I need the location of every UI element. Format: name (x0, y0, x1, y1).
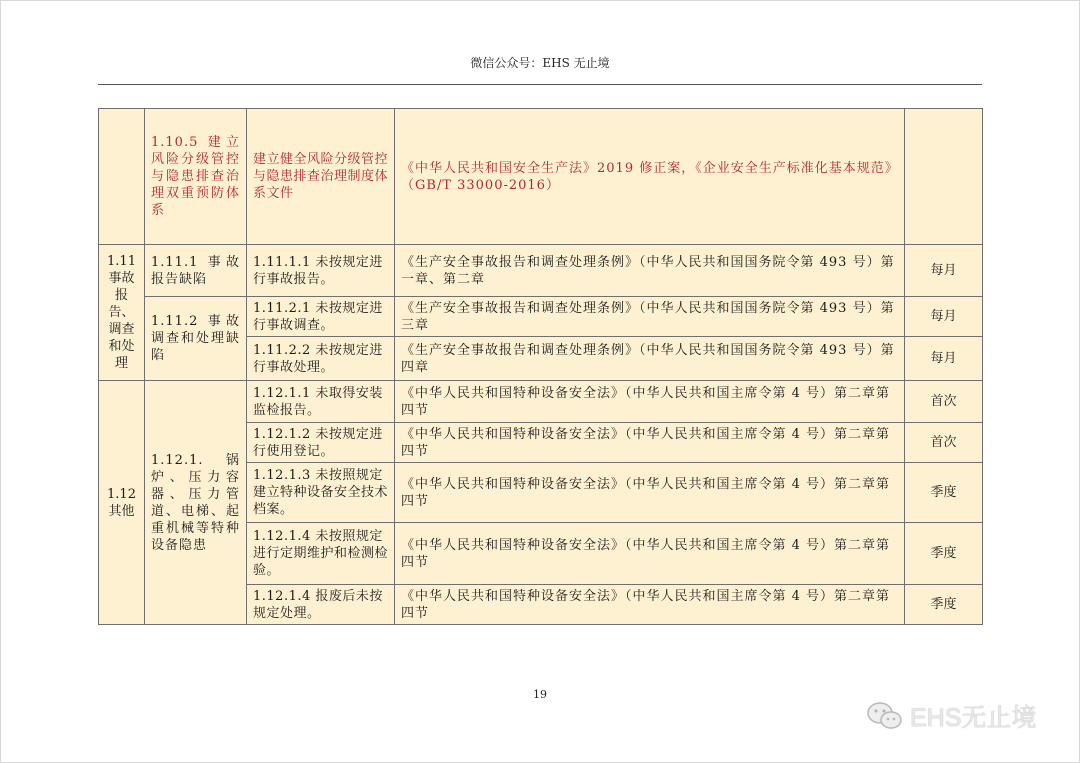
item-cell: 1.12.1.4 报废后未按规定处理。 (247, 585, 395, 625)
basis-cell: 《生产安全事故报告和调查处理条例》（中华人民共和国国务院令第 493 号）第三章 (395, 297, 905, 337)
basis-cell: 《生产安全事故报告和调查处理条例》（中华人民共和国国务院令第 493 号）第一章、第二章 (395, 245, 905, 297)
basis-cell: 《中华人民共和国特种设备安全法》（中华人民共和国主席令第 4 号）第二章第四节 (395, 523, 905, 585)
page-number: 19 (533, 688, 547, 701)
frequency-cell: 每月 (905, 245, 983, 297)
item-cell: 1.12.1.3 未按照规定建立特种设备安全技术档案。 (247, 463, 395, 523)
frequency-cell: 季度 (905, 585, 983, 625)
table-row (99, 297, 983, 337)
frequency-cell: 首次 (905, 381, 983, 423)
basis-cell: 《中华人民共和国特种设备安全法》（中华人民共和国主席令第 4 号）第二章第四节 (395, 585, 905, 625)
frequency-cell: 每月 (905, 297, 983, 337)
item-cell: 1.11.2.2 未按规定进行事故处理。 (247, 337, 395, 381)
table-row (99, 245, 983, 297)
basis-cell: 《中华人民共和国特种设备安全法》（中华人民共和国主席令第 4 号）第二章第四节 (395, 381, 905, 423)
page-header: 微信公众号：EHS 无止境 (470, 56, 610, 70)
subcategory-cell: 1.11.2 事故调查和处理缺陷 (145, 297, 247, 381)
category-cell: 1.11 事故报告、调查和处理 (99, 245, 145, 381)
table-row (99, 109, 983, 245)
subcategory-cell: 1.10.5 建立风险分级管控与隐患排查治理双重预防体系 (145, 109, 247, 245)
frequency-cell: 每月 (905, 337, 983, 381)
table-row (99, 381, 983, 423)
watermark (866, 698, 1036, 734)
item-cell: 1.11.1.1 未按规定进行事故报告。 (247, 245, 395, 297)
category-cell (99, 109, 145, 245)
frequency-cell: 首次 (905, 423, 983, 463)
item-cell: 建立健全风险分级管控与隐患排查治理制度体系文件 (247, 109, 395, 245)
basis-cell: 《生产安全事故报告和调查处理条例》（中华人民共和国国务院令第 493 号）第四章 (395, 337, 905, 381)
category-cell: 1.12 其他 (99, 381, 145, 625)
item-cell: 1.12.1.2 未按规定进行使用登记。 (247, 423, 395, 463)
item-cell: 1.12.1.4 未按照规定进行定期维护和检测检验。 (247, 523, 395, 585)
item-cell: 1.12.1.1 未取得安装监检报告。 (247, 381, 395, 423)
item-cell: 1.11.2.1 未按规定进行事故调查。 (247, 297, 395, 337)
hazard-table (98, 108, 983, 625)
frequency-cell (905, 109, 983, 245)
basis-cell: 《中华人民共和国特种设备安全法》（中华人民共和国主席令第 4 号）第二章第四节 (395, 463, 905, 523)
subcategory-cell: 1.12.1.锅炉、压力容器、压力管道、电梯、起重机械等特种设备隐患 (145, 381, 247, 625)
basis-cell: 《中华人民共和国安全生产法》2019 修正案，《企业安全生产标准化基本规范》（GB/T 33000-2016） (395, 109, 905, 245)
basis-cell: 《中华人民共和国特种设备安全法》（中华人民共和国主席令第 4 号）第二章第四节 (395, 423, 905, 463)
subcategory-cell: 1.11.1 事故报告缺陷 (145, 245, 247, 297)
header-rule (98, 84, 982, 85)
frequency-cell: 季度 (905, 523, 983, 585)
wechat-icon (866, 700, 904, 732)
frequency-cell: 季度 (905, 463, 983, 523)
watermark-text: EHS无止境 (910, 704, 1037, 732)
